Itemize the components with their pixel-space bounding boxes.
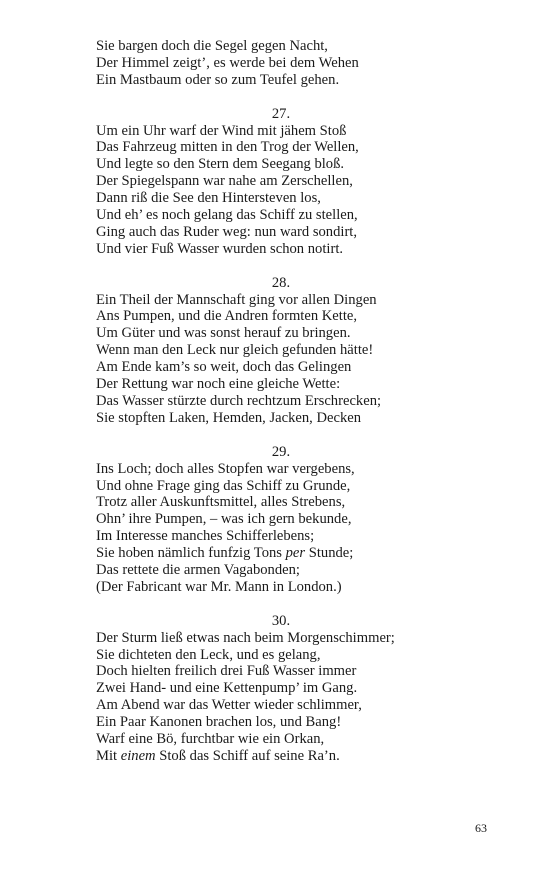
verse-line: Ein Theil der Mannschaft ging vor allen Dingen xyxy=(96,291,377,308)
verse-line: Ans Pumpen, und die Andren formten Kette, xyxy=(96,308,358,325)
stanza-number: 28. xyxy=(271,274,291,291)
verse-italic: einem xyxy=(120,748,156,764)
verse-line: Um Güter und was sonst herauf zu bringen. xyxy=(96,325,351,342)
stanza-28 xyxy=(96,275,496,427)
verse-line: Wenn man den Leck nur gleich gefunden hätte! xyxy=(96,342,374,359)
verse-line: Zwei Hand- und eine Kettenpump’ im Gang. xyxy=(96,680,358,697)
stanza-30 xyxy=(96,613,496,765)
verse-line: Der Spiegelspann war nahe am Zerschellen, xyxy=(96,173,353,190)
verse-line xyxy=(96,545,496,562)
verse-line: Ohn’ ihre Pumpen, – was ich gern bekunde, xyxy=(96,511,352,528)
verse-line xyxy=(96,748,496,765)
verse-line: Am Ende kam’s so weit, doch das Gelingen xyxy=(96,359,352,376)
verse-line: Sie stopften Laken, Hemden, Jacken, Decken xyxy=(96,409,362,426)
verse-line: Im Interesse manches Schifferlebens; xyxy=(96,528,315,545)
verse-line: Doch hielten freilich drei Fuß Wasser immer xyxy=(96,663,357,680)
verse-line: Warf eine Bö, furchtbar wie ein Orkan, xyxy=(96,731,325,748)
verse-line: Das Fahrzeug mitten in den Trog der Wellen, xyxy=(96,139,359,156)
poem-page xyxy=(96,38,496,765)
verse-line: Und vier Fuß Wasser wurden schon notirt. xyxy=(96,240,344,257)
verse-text: Sie hoben nämlich funfzig Tons xyxy=(96,545,286,562)
verse-line: Und ohne Frage ging das Schiff zu Grunde, xyxy=(96,477,351,494)
page-number: 63 xyxy=(475,821,487,835)
verse-line: Und eh’ es noch gelang das Schiff zu stellen, xyxy=(96,207,358,224)
verse-line: Der Himmel zeigt’, es werde bei dem Wehen xyxy=(96,54,359,71)
verse-text: Stoß das Schiff auf seine Ra’n. xyxy=(155,748,340,764)
verse-line: Am Abend war das Wetter wieder schlimmer, xyxy=(96,697,362,714)
verse-line: Sie dichteten den Leck, und es gelang, xyxy=(96,646,321,663)
verse-line: (Der Fabricant war Mr. Mann in London.) xyxy=(96,578,342,595)
verse-line: Der Sturm ließ etwas nach beim Morgenschimmer; xyxy=(96,629,395,646)
verse-line: Und legte so den Stern dem Seegang bloß. xyxy=(96,156,345,173)
verse-line: Trotz aller Auskunftsmittel, alles Strebens, xyxy=(96,494,346,511)
verse-line: Ins Loch; doch alles Stopfen war vergebens, xyxy=(96,460,355,477)
verse-line: Ein Mastbaum oder so zum Teufel gehen. xyxy=(96,71,340,88)
verse-line: Der Rettung war noch eine gleiche Wette: xyxy=(96,376,341,393)
verse-line: Um ein Uhr warf der Wind mit jähem Stoß xyxy=(96,122,347,139)
verse-line: Dann riß die See den Hintersteven los, xyxy=(96,190,321,207)
verse-line: Das rettete die armen Vagabonden; xyxy=(96,562,300,579)
stanza-29 xyxy=(96,444,496,596)
verse-line: Ging auch das Ruder weg: nun ward sondirt, xyxy=(96,223,358,240)
stanza-opening xyxy=(96,38,496,89)
verse-line: Ein Paar Kanonen brachen los, und Bang! xyxy=(96,714,342,731)
verse-text: Mit xyxy=(96,748,121,764)
verse-line: Das Wasser stürzte durch rechtzum Erschrecken; xyxy=(96,393,382,409)
verse-text: Stunde; xyxy=(305,545,354,562)
stanza-number: 30. xyxy=(271,612,291,629)
stanza-number: 29. xyxy=(271,443,291,460)
stanza-27 xyxy=(96,106,496,258)
stanza-number: 27. xyxy=(271,105,291,122)
verse-line: Sie bargen doch die Segel gegen Nacht, xyxy=(96,38,328,54)
verse-italic: per xyxy=(285,545,306,562)
